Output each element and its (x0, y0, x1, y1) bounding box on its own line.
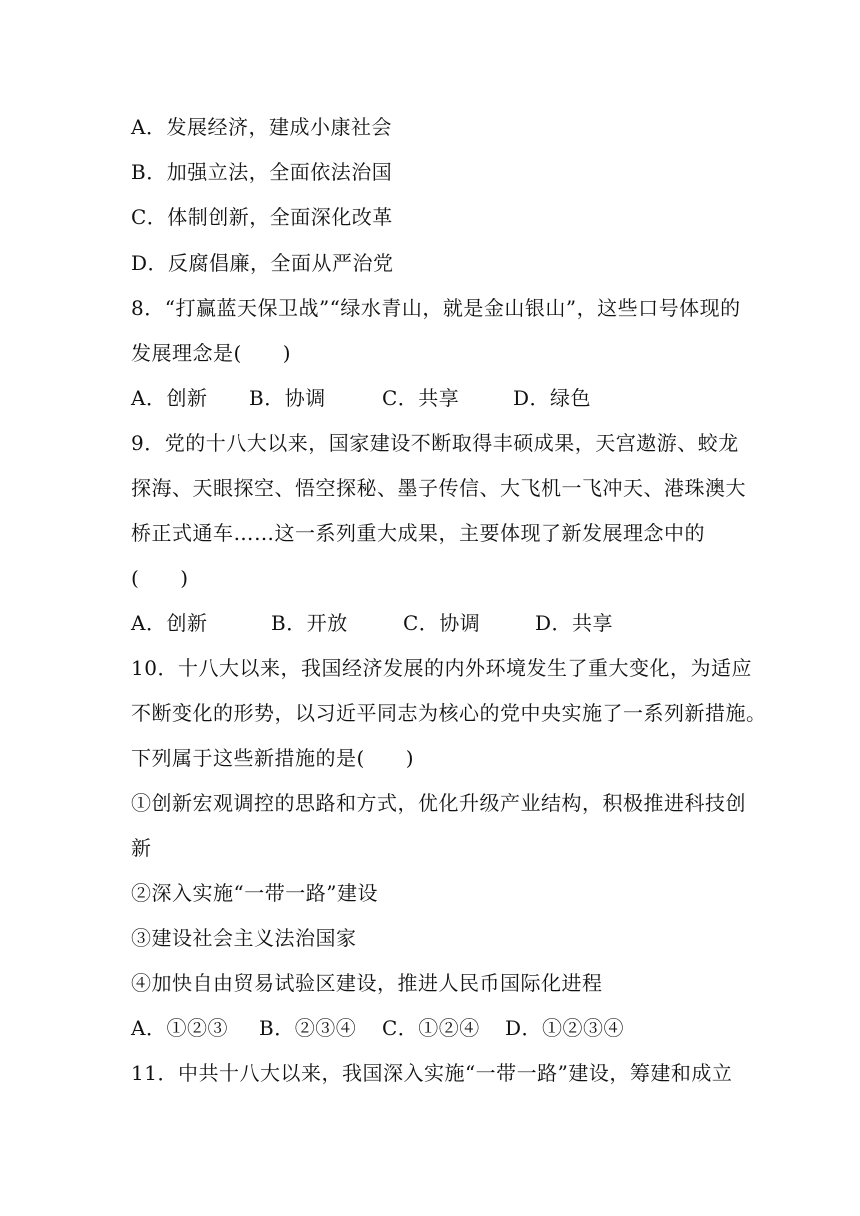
q9-stem-line-1: 9．党的十八大以来，国家建设不断取得丰硕成果，天宫遨游、蛟龙 (131, 431, 739, 455)
q11-stem-line-1: 11．中共十八大以来，我国深入实施“一带一路”建设，筹建和成立 (131, 1061, 733, 1085)
q10-item-1-line-1: ①创新宏观调控的思路和方式，优化升级产业结构，积极推进科技创 (131, 791, 746, 815)
q7-option-b: B．加强立法，全面依法治国 (131, 160, 393, 184)
q10-item-1-line-2: 新 (131, 836, 152, 860)
q8-stem-line-1: 8．“打赢蓝天保卫战”“绿水青山，就是金山银山”，这些口号体现的 (131, 296, 741, 320)
q7-option-a: A．发展经济，建成小康社会 (131, 115, 392, 139)
q10-option-b: B．②③④ (259, 1016, 357, 1040)
q8-option-b: B．协调 (249, 386, 326, 410)
q10-item-3: ③建设社会主义法治国家 (131, 926, 357, 950)
q9-stem-line-2: 探海、天眼探空、悟空探秘、墨子传信、大飞机一飞冲天、港珠澳大 (131, 476, 746, 500)
q10-option-d: D．①②③④ (505, 1016, 625, 1040)
q9-option-c: C．协调 (403, 611, 481, 635)
q10-stem-line-2: 不断变化的形势，以习近平同志为核心的党中央实施了一系列新措施。 (131, 701, 767, 725)
q8-option-a: A．创新 (131, 386, 208, 410)
q9-stem-line-3: 桥正式通车……这一系列重大成果，主要体现了新发展理念中的 (131, 521, 705, 545)
q8-stem-line-2: 发展理念是( ) (131, 341, 292, 365)
q9-option-d: D．共享 (535, 611, 614, 635)
q10-stem-line-1: 10．十八大以来，我国经济发展的内外环境发生了重大变化，为适应 (131, 656, 752, 680)
q10-stem-line-3: 下列属于这些新措施的是( ) (131, 746, 415, 770)
q7-option-c: C．体制创新，全面深化改革 (131, 205, 393, 229)
q9-option-b: B．开放 (271, 611, 348, 635)
q10-option-a: A．①②③ (131, 1016, 228, 1040)
q8-option-c: C．共享 (382, 386, 460, 410)
q9-option-a: A．创新 (131, 611, 208, 635)
q9-stem-line-4: ( ) (131, 566, 189, 590)
q10-item-2: ②深入实施“一带一路”建设 (131, 881, 378, 905)
q7-option-d: D．反腐倡廉，全面从严治党 (131, 251, 394, 275)
q10-option-c: C．①②④ (382, 1016, 480, 1040)
q8-option-d: D．绿色 (513, 386, 592, 410)
q10-item-4: ④加快自由贸易试验区建设，推进人民币国际化进程 (131, 971, 603, 995)
